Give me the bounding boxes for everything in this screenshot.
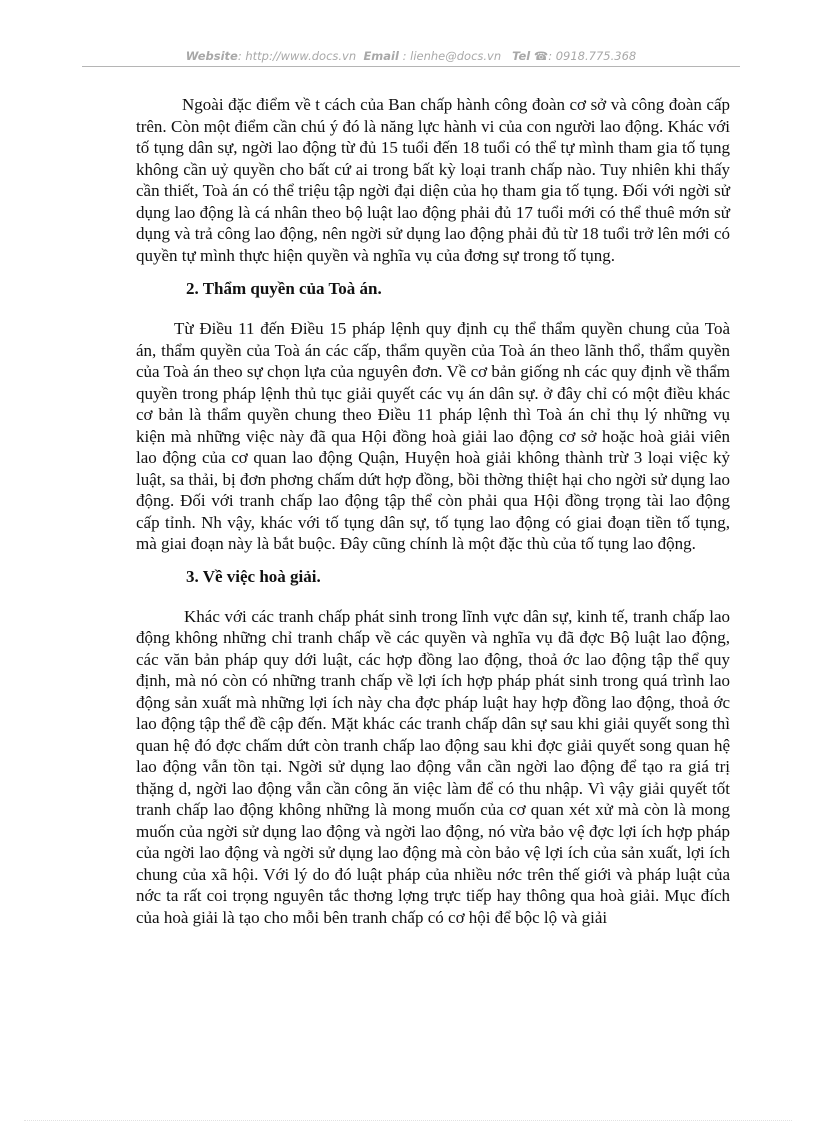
header-divider [82,66,740,67]
section-heading-jurisdiction: 2. Thẩm quyền của Toà án. [186,279,382,298]
tel-label: Tel [512,49,531,63]
paragraph-capacity: Ngoài đặc điểm về t cách của Ban chấp hành công đoàn cơ sở và công đoàn cấp trên. Còn một điểm cần chú ý đó là năng lực hành vi của con người lao động. Khác với tố tụng dân sự, ngời lao động từ đủ 15 tuổi đến 18 tuổi có thể tự mình tham gia tố tụng không cần uỷ quyền cho bất cứ ai trong bất kỳ loại tranh chấp nào. Tuy nhiên khi thấy cần thiết, Toà án có thể triệu tập ngời đại diện của họ tham gia tố tụng. Đối với ngời sử dụng lao động là cá nhân theo bộ luật lao động phải đủ 17 tuổi mới có thể thuê mớn sử dụng và trả công lao động, nên ngời sử dụng lao động phải đủ từ 18 tuổi trở lên mới có quyền tự mình thực hiện quyền và nghĩa vụ của đơng sự trong tố tụng. [136,95,730,265]
tel-value: ☎: 0918.775.368 [530,49,637,63]
website-link[interactable]: : http://www.docs.vn [237,49,357,63]
section-heading-mediation: 3. Về việc hoà giải. [186,566,321,586]
page-header [82,46,740,68]
email-label: Email [363,49,399,63]
paragraph-jurisdiction: Từ Điều 11 đến Điều 15 pháp lệnh quy định cụ thể thẩm quyền chung của Toà án, thẩm quyền của Toà án các cấp, thẩm quyền của Toà án theo lãnh thổ, thẩm quyền của Toà án theo sự chọn lựa của nguyên đơn. Về cơ bản giống nh các quy định về thẩm quyền trong pháp lệnh thủ tục giải quyết các vụ án dân sự. ở đây chỉ có một điều khác cơ bản là thẩm quyền chung theo Điều 11 pháp lệnh thì Toà án chỉ thụ lý những vụ kiện mà những việc này đã qua Hội đồng hoà giải lao động cơ sở hoặc hoà giải viên lao động của cơ quan lao động Quận, Huyện hoà giải không thành trừ 3 loại việc kỷ luật, sa thải, bị đơn phơng chấm dứt hợp đồng, bồi thờng thiệt hại cho ngời sử dụng lao động. Đối với tranh chấp lao động tập thể còn phải qua Hội đồng trọng tài lao động cấp tỉnh. Nh vậy, khác với tố tụng dân sự, tố tụng lao động có giai đoạn tiền tố tụng, mà giai đoạn này là bắt buộc. Đây cũng chính là một đặc thù của tố tụng lao động. [136,319,730,553]
website-label: Website [185,49,238,63]
footer-divider [24,1120,792,1121]
email-link[interactable]: : lienhe@docs.vn [398,49,502,63]
paragraph-mediation: Khác với các tranh chấp phát sinh trong lĩnh vực dân sự, kinh tế, tranh chấp lao động không những chỉ tranh chấp về các quyền và nghĩa vụ đã đợc Bộ luật lao động, các văn bản pháp quy dới luật, các hợp đồng lao động, thoả ớc lao động tập thể quy định, mà nó còn có những tranh chấp về lợi ích hợp pháp phát sinh trong quá trình lao động sản xuất mà những lợi ích này cha đợc pháp luật hay hợp đồng lao động, thoả ớc lao động tập thể đề cập đến. Mặt khác các tranh chấp dân sự sau khi giải quyết song thì quan hệ đó đợc chấm dứt còn tranh chấp lao động sau khi đợc giải quyết song quan hệ lao động vẫn tồn tại. Ngời sử dụng lao động vẫn cần ngời lao động để tạo ra giá trị thặng d, ngời lao động vẫn cần công ăn việc làm để có thu nhập. Vì vậy giải quyết tốt tranh chấp lao động không những là mong muốn của cơ quan xét xử mà còn là mong muốn của ngời sử dụng lao động và ngời lao động, nó vừa bảo vệ đợc lợi ích hợp pháp của ngời lao động và ngời sử dụng lao động mà còn bảo vệ lợi ích của sản xuất, lợi ích chung của xã hội. Với lý do đó luật pháp của nhiều nớc trên thế giới và pháp luật của nớc ta rất coi trọng nguyên tắc thơng lợng trực tiếp hay thông qua hoà giải. Mục đích của hoà giải là tạo cho mỗi bên tranh chấp có cơ hội để bộc lộ và giải [136,606,730,927]
document-body [136,94,730,928]
